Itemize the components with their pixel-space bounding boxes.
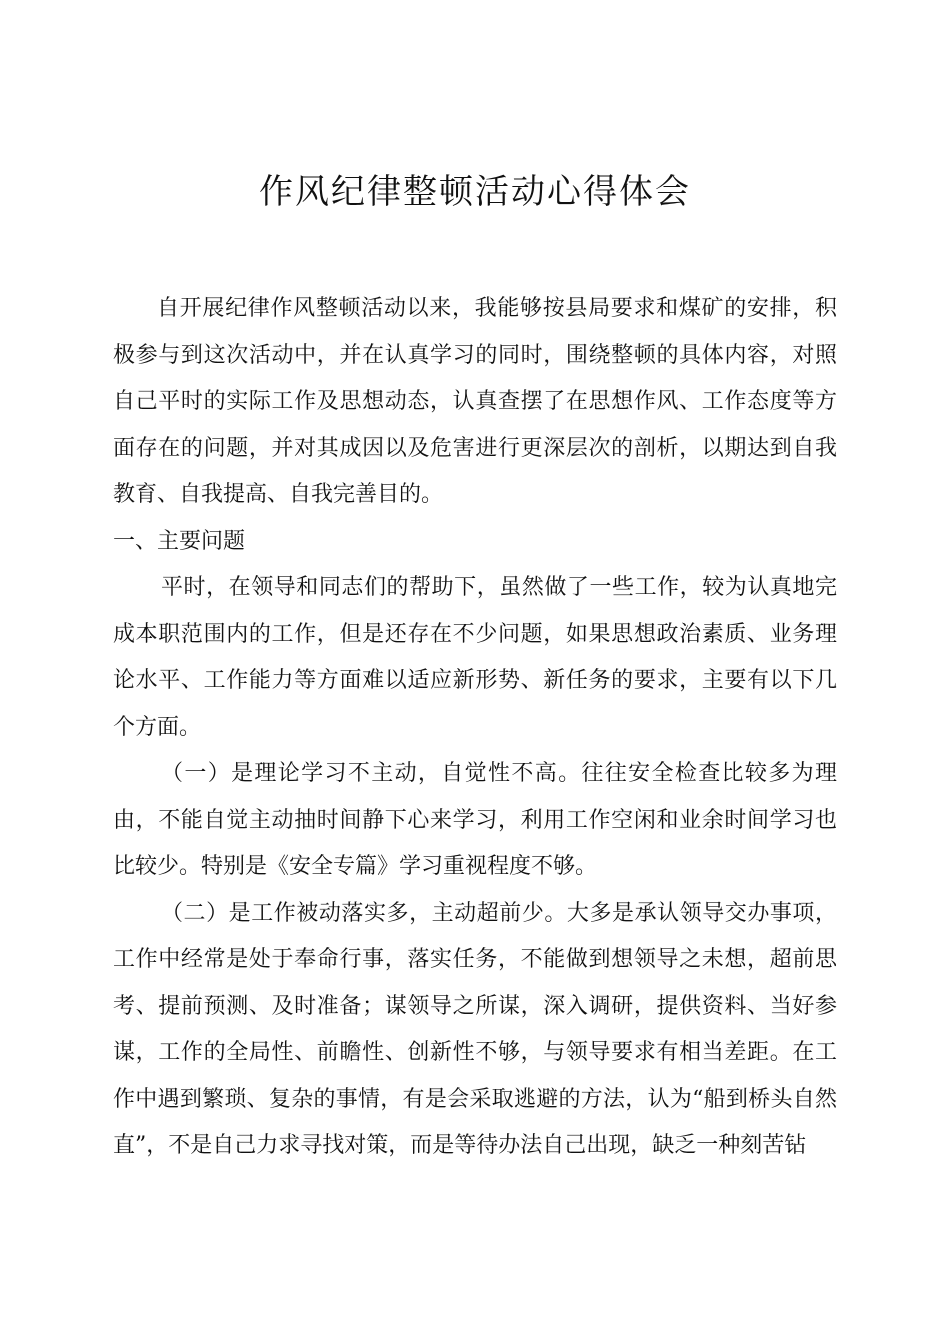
document-title: 作风纪律整顿活动心得体会 xyxy=(259,172,691,212)
paragraph-problem-1: （一）是理论学习不主动，自觉性不高。往往安全检查比较多为理由，不能自觉主动抽时间静下心来学习，利用工作空闲和业余时间学习也比较少。特别是《安全专篇》学习重视程度不够。 xyxy=(113,761,837,879)
paragraph-intro: 自开展纪律作风整顿活动以来，我能够按县局要求和煤矿的安排，积极参与到这次活动中，并在认真学习的同时，围绕整顿的具体内容，对照自己平时的实际工作及思想动态，认真查摆了在思想作风、工作态度等方面存在的问题，并对其成因以及危害进行更深层次的剖析，以期达到自我教育、自我提高、自我完善目的。 xyxy=(113,296,837,507)
paragraph-problem-2: （二）是工作被动落实多，主动超前少。大多是承认领导交办事项，工作中经常是处于奉命行事，落实任务，不能做到想领导之未想，超前思考、提前预测、及时准备；谋领导之所谋，深入调研，提供资料、当好参谋，工作的全局性、前瞻性、创新性不够，与领导要求有相当差距。在工作中遇到繁琐、复杂的事情，有是会采取逃避的方法，认为“船到桥头自然直”，不是自己力求寻找对策，而是等待办法自己出现，缺乏一种刻苦钻 xyxy=(113,900,837,1158)
section-heading-main-problems: 一、主要问题 xyxy=(113,528,246,554)
document-body xyxy=(113,286,837,1170)
paragraph-problems-overview: 平时，在领导和同志们的帮助下，虽然做了一些工作，较为认真地完成本职范围内的工作，但是还存在不少问题，如果思想政治素质、业务理论水平、工作能力等方面难以适应新形势、新任务的要求，主要有以下几个方面。 xyxy=(113,575,837,740)
